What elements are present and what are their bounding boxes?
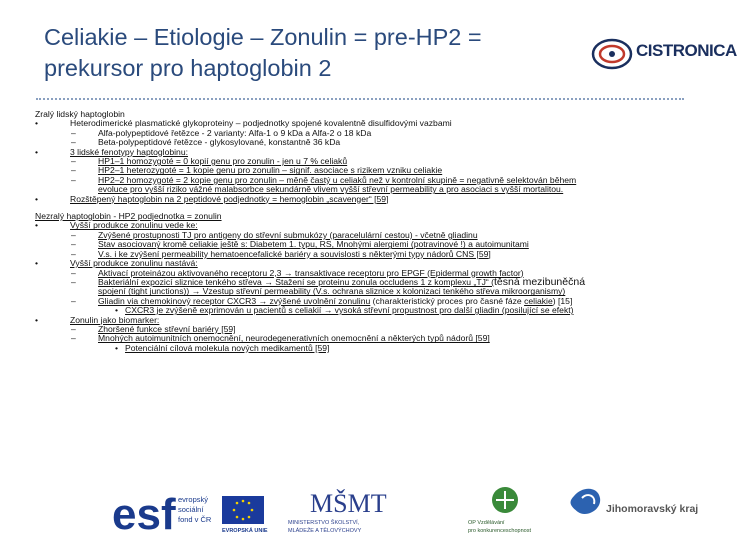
list-item: – Stav asociovaný kromě celiakie ještě s: Diabetem 1. typu, RS, Mnohými alergiemi (potravinové !) a autoimunitami [71, 239, 529, 250]
list-item-continuation: spojení (tight junctions)) → Vzestup střevní permeability (V.s. ochrana sliznice x kolonizaci tenkého střeva mikroorganismy) [98, 286, 566, 297]
eu-label: EVROPSKÁ UNIE [222, 528, 268, 534]
region-emblem-icon [571, 489, 601, 514]
region-label: Jihomoravský kraj [606, 503, 699, 515]
list-item: • Vyšší produkce zonulinu nastává: [35, 258, 198, 269]
list-item: – HP2–2 homozygoté = 2 kopie genu pro zonulin – měně častý u celiaků než v kontrolní skupině = negativně selektován během [71, 174, 577, 185]
immature-heading: Nezralý haptoglobin - HP2 podjednotka = zonulin [35, 211, 222, 222]
slide-title: Celiakie – Etiologie – Zonulin = pre-HP2 = prekursor pro haptoglobin 2 [44, 24, 482, 81]
list-item: – Gliadin via chemokinový receptor CXCR3 → zvýšené uvolnění zonulinu (charakteristický proces pro časné fáze celiakie) [15] [71, 295, 573, 306]
list-item: • Rozštěpený haptoglobin na 2 peptidové podjednotky = hemoglobin „scavenger“ [59] [35, 193, 389, 204]
list-item: • 3 lidské fenotypy haptoglobinu: [35, 146, 189, 157]
slide-content [35, 110, 685, 353]
list-item: – Zvýšené prostupnosti TJ pro antigeny do střevní submukózy (paracelulární cestou) - včetně gliadinu [71, 229, 478, 240]
cistronica-wordmark: CISTRONICA [636, 41, 737, 60]
list-item: – Zhoršené funkce střevní bariéry [59] [71, 323, 236, 334]
msmt-logo [288, 489, 387, 534]
jihomoravsky-kraj-logo [571, 489, 699, 515]
op-caption-1: OP Vzdělávání [468, 520, 505, 526]
cistronica-emblem-icon [592, 38, 636, 70]
list-item: – HP2–1 heterozygoté = 1 kopie genu pro zonulin – signif. asociace s rizikem vzniku celiakie [71, 165, 443, 176]
list-item: • Heterodimerické plasmatické glykoproteiny – podjednotky spojené kovalentně disulfidovými vazbami [35, 118, 452, 129]
msmt-caption-1: MINISTERSTVO ŠKOLSTVÍ, [288, 520, 360, 526]
list-item: • Potenciální cílová molekula nových medikamentů [59] [115, 342, 330, 353]
list-item: – Aktivací proteinázou aktivovaného receptoru 2,3 → transaktivace receptoru pro EPGF (Epidermal growth factor) [71, 267, 524, 278]
mature-heading: Zralý lidský haptoglobin [35, 109, 125, 119]
list-item: – Alfa-polypeptidové řetězce - 2 varianty: Alfa-1 o 9 kDa a Alfa-2 o 18 kDa [71, 127, 372, 138]
esf-caption-1: evropský [178, 495, 209, 504]
cistronica-logo [592, 38, 737, 70]
list-item: – Mnohých autoimunitních onemocnění, neurodegenerativních onemocnění a některých typů nádorů [59] [71, 333, 490, 344]
title-divider [36, 98, 684, 100]
list-item: – V.s. i ke zvýšení permeability hematoencefalické bariéry a souvislosti s některými typy nádorů CNS [59] [71, 248, 491, 259]
list-item: – HP1–1 homozygoté = 0 kopií genu pro zonulin - jen u 7 % celiaků [71, 156, 348, 167]
list-item: • Vyšší produkce zonulinu vede ke: [35, 220, 198, 231]
list-item: – Beta-polypeptidové řetězce - glykosylované, konstantně 36 kDa [71, 137, 341, 148]
list-item: – Bakteriální expozicí sliznice tenkého střeva → Stažení se proteinu zonula occludens 1 z komplexu „TJ“ (těsná mezibuněčná [71, 275, 586, 288]
list-item: • Zonulin jako biomarker: [35, 314, 160, 325]
eu-flag-logo [222, 496, 268, 534]
esf-letters: esf [112, 490, 176, 539]
op-caption-2: pro konkurenceschopnost [468, 528, 531, 534]
msmt-letters: MŠMT [310, 489, 387, 518]
esf-logo [112, 490, 212, 539]
esf-caption-3: fond v ČR [178, 515, 212, 524]
op-vk-emblem-icon [492, 487, 518, 513]
list-item: • CXCR3 je zvýšeně exprimován u pacientů s celiakií → vysoká střevní propustnost pro další gliadin (posilující se efekt) [115, 305, 574, 316]
esf-caption-2: sociální [178, 505, 204, 514]
op-vk-logo [468, 487, 531, 534]
list-item-continuation: evoluce pro vyšší riziko vážné malabsorbce sekundárně vlivem vyšší střevní permeability a pro asociaci s vyšší mortalitou. [98, 184, 564, 195]
msmt-caption-2: MLÁDEŽE A TĚLOVÝCHOVY [288, 528, 362, 534]
footer-logos [0, 478, 720, 540]
